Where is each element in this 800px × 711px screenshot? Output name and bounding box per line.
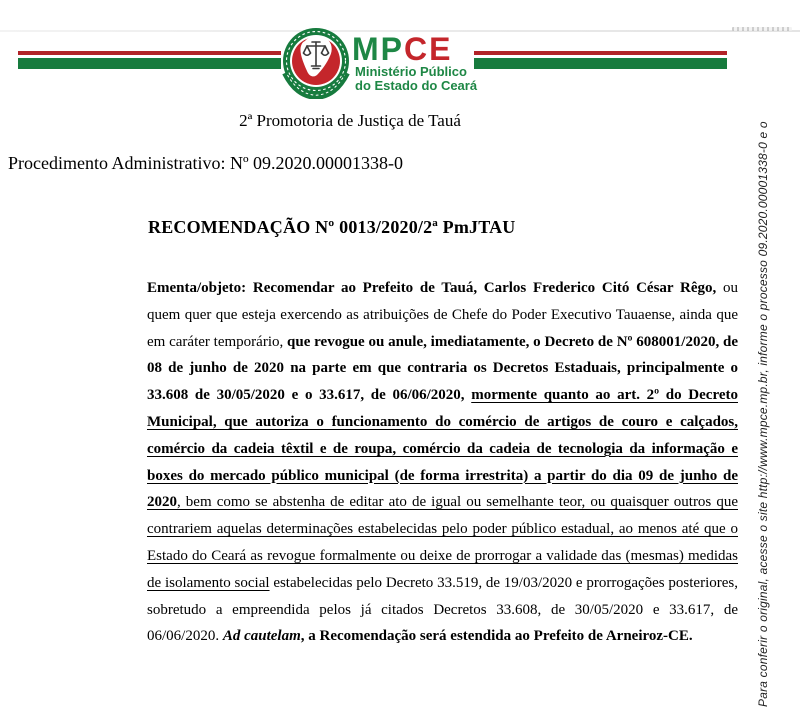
procedure-line: Procedimento Administrativo: Nº 09.2020.00001338-0 xyxy=(8,153,404,173)
logo-acronym xyxy=(352,33,477,65)
text-run: mormente quanto ao art. 2º do Decreto Municipal, que autoriza o funcionamento do comércio de artigos de couro e calçados, comércio da cadeia têxtil e de roupa, comércio da cadeia de tecnologia da informação e boxes do mercado público municipal (de forma irrestrita) a partir do dia 09 de junho de 2020 xyxy=(147,387,738,511)
text-run: estabelecidas pelo Decreto 33.519, de 19/03/2020 e prorrogações posteriores, sobretudo a empreendida pelos já citados Decretos 33.608, de 30/05/2020 e 33.617, de 06/06/2020. xyxy=(147,574,738,645)
mpce-seal-icon xyxy=(281,25,351,99)
text-run: Ad cautelam xyxy=(222,628,301,645)
logo-acronym-ce: CE xyxy=(404,31,453,67)
text-run: que revogue ou anule, imediatamente, o Decreto de Nº 608001/2020, de 08 de junho de 2020 na parte em que contraria os Decretos Estaduais, principalmente o 33.608 de 30/05/2020 e o 33.617, de 06/06/2020, xyxy=(147,333,738,404)
authenticity-note: Para conferir o original, acesse o site http://www.mpce.mp.br, informe o processo 09.2020.00001338-0 e o xyxy=(756,121,770,707)
promotoria-heading: 2ª Promotoria de Justiça de Tauá xyxy=(239,111,461,130)
ementa-paragraph xyxy=(147,275,738,650)
text-run: Ementa/objeto: Recomendar ao Prefeito de Tauá, Carlos Frederico Citó César Rêgo, xyxy=(147,280,723,296)
text-run: , bem como se abstenha de editar ato de igual ou semelhante teor, ou quaisquer outros que contrariem aquelas determinações estabelecidas pelo poder público estadual, ao menos até que o Estado do Ceará as revogue formalmente ou deixe de prorrogar a validade das (mesmas) medidas de isolamento social xyxy=(147,494,738,591)
logo-acronym-mp: MP xyxy=(352,31,404,67)
logo-org-line2: do Estado do Ceará xyxy=(355,78,478,93)
text-run: ou quem quer que esteja exercendo as atribuições de Chefe do Poder Executivo Tauaense, ainda que em caráter temporário, xyxy=(147,280,738,350)
logo-org-line1: Ministério Público xyxy=(355,64,467,79)
logo-wordmark xyxy=(352,33,477,93)
right-flag-stripes xyxy=(474,51,727,69)
left-flag-stripes xyxy=(18,51,281,69)
green-stripe xyxy=(474,58,727,69)
scan-artifact-text xyxy=(732,27,792,31)
text-run: , a Recomendação será estendida ao Prefeito de Arneiroz-CE. xyxy=(300,628,693,645)
green-stripe xyxy=(18,58,281,69)
document-title: RECOMENDAÇÃO Nº 0013/2020/2ª PmJTAU xyxy=(148,217,516,237)
